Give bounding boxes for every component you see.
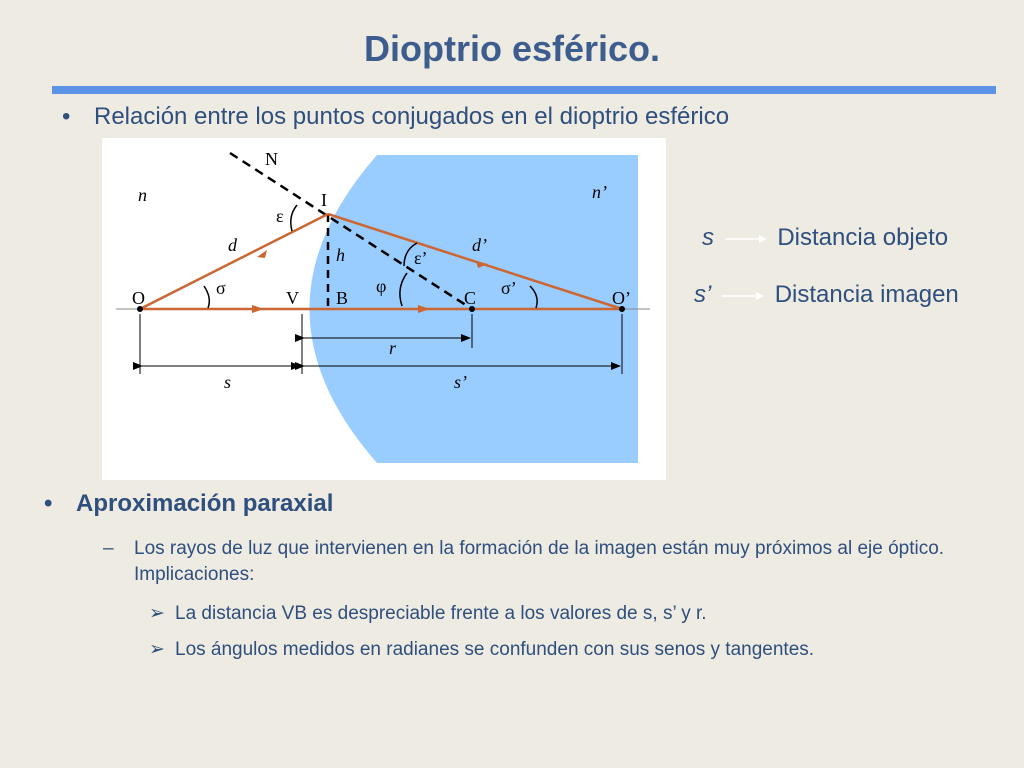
title-underline [52,86,996,94]
label-n-prime: n’ [592,182,607,202]
right-arrow-icon [721,234,771,244]
bullet-relation [62,103,729,131]
implication-angles [149,638,814,661]
arrow-bullet-icon: ➢ [149,603,165,624]
label-h: h [336,245,345,265]
implication-vb [149,602,707,625]
label-epsilon-prime: ε’ [414,248,428,268]
spherical-dioptre-diagram [102,138,666,480]
legend-symbol-s-prime: s’ [694,281,712,308]
label-B: B [336,288,349,308]
diagram-svg [102,138,666,480]
label-C: C [464,288,477,308]
legend-label-object: Distancia objeto [777,224,949,251]
label-O: O [132,288,145,308]
label-I: I [321,190,327,210]
label-d: d [228,235,237,255]
implication-angles-text: Los ángulos medidos en radianes se confunden con sus senos y tangentes. [175,639,815,660]
label-phi: φ [376,276,387,296]
arrow-bullet-icon: ➢ [149,639,165,660]
bullet-dot: • [62,103,71,130]
legend-label-image: Distancia imagen [774,281,959,308]
implication-vb-text: La distancia VB es despreciable frente a los valores de s, s’ y r. [175,603,707,624]
legend-image-distance [694,281,959,309]
sub-bullet-text: Los rayos de luz que intervienen en la formación de la imagen están muy próximos al eje óptico. Implicaciones: [134,538,945,585]
label-r: r [389,338,397,358]
label-O-prime: O’ [612,288,631,308]
bullet-paraxial [44,490,333,518]
label-epsilon: ε [276,206,284,226]
legend-object-distance [702,224,948,252]
bullet-paraxial-text: Aproximación paraxial [76,490,334,517]
label-s-prime: s’ [454,372,467,392]
right-arrow-icon [718,291,768,301]
label-sigma-prime: σ’ [501,278,517,298]
label-n: n [138,185,147,205]
sub-bullet-dash: – [103,538,114,559]
label-s: s [224,372,232,392]
bullet-relation-text: Relación entre los puntos conjugados en el dioptrio esférico [94,103,730,130]
label-V: V [286,288,299,308]
ray-incident [140,214,328,309]
label-sigma: σ [216,278,226,298]
label-N: N [265,149,278,169]
sub-bullet-rays [103,536,983,588]
bullet-dot: • [44,490,53,517]
legend-symbol-s: s [702,224,714,251]
slide-title: Dioptrio esférico. [363,28,661,69]
label-d-prime: d’ [472,235,487,255]
